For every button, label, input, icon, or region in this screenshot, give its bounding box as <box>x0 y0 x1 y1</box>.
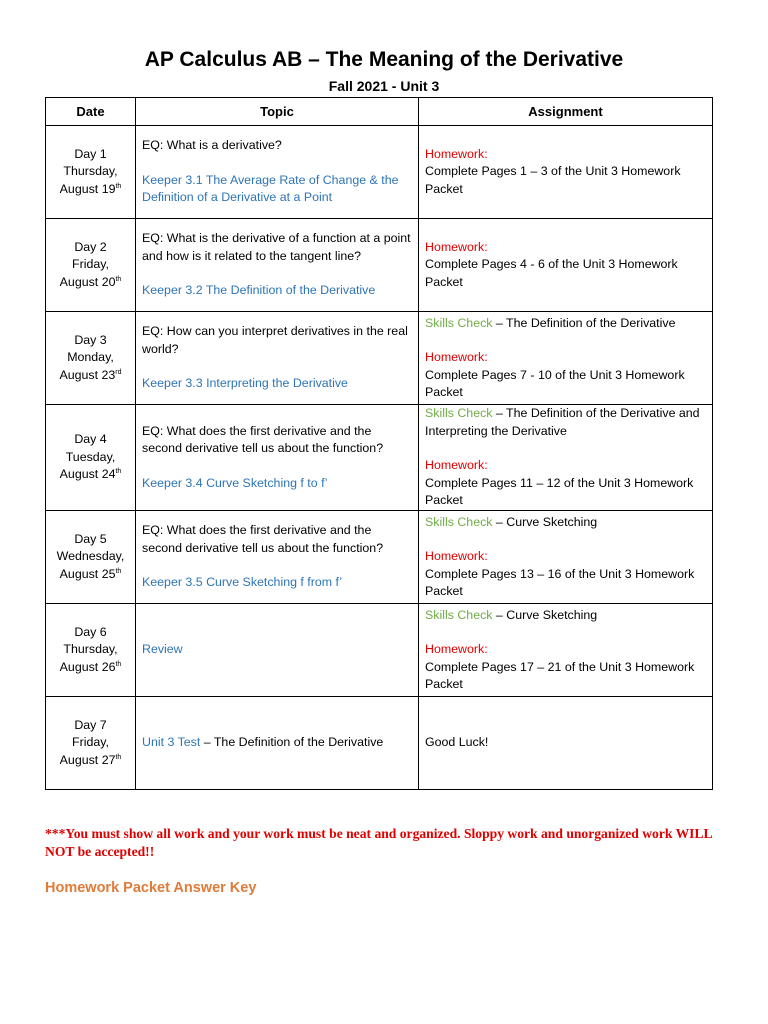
date-label: August 23 <box>59 367 116 382</box>
date-suffix: rd <box>115 368 122 376</box>
assignment-cell <box>419 312 713 405</box>
assignment-cell <box>419 697 713 790</box>
keeper-title: Keeper 3.2 The Definition of the Derivative <box>142 283 376 298</box>
date-label: August 27 <box>59 752 116 767</box>
day-label: Day 2 <box>74 239 107 254</box>
date-cell <box>46 219 136 312</box>
date-cell <box>46 511 136 604</box>
date-suffix: th <box>115 182 122 190</box>
weekday-label: Wednesday, <box>56 549 125 564</box>
table-row <box>46 511 713 604</box>
weekday-label: Friday, <box>72 257 109 272</box>
page-subtitle: Fall 2021 - Unit 3 <box>328 78 440 94</box>
assignment-cell <box>419 405 713 511</box>
date-label: August 19 <box>59 181 116 196</box>
topic-cell <box>136 697 419 790</box>
topic-cell <box>136 126 419 219</box>
day-label: Day 3 <box>74 332 107 347</box>
unit-test-text: – The Definition of the Derivative <box>200 735 384 750</box>
homework-label: Homework: <box>425 146 488 161</box>
essential-question: EQ: How can you interpret derivatives in the real world? <box>142 324 408 356</box>
date-label: August 26 <box>59 659 116 674</box>
assignment-cell <box>419 126 713 219</box>
essential-question: EQ: What does the first derivative and the second derivative tell us about the function? <box>142 423 384 456</box>
assignment-cell <box>419 511 713 604</box>
date-suffix: th <box>115 660 122 668</box>
table-row <box>46 604 713 697</box>
unit-test-label: Unit 3 Test <box>142 735 201 750</box>
answer-key-link[interactable]: Homework Packet Answer Key <box>45 880 257 896</box>
homework-label: Homework: <box>425 458 488 473</box>
header-assignment: Assignment <box>419 98 713 126</box>
topic-cell <box>136 219 419 312</box>
skills-check-text: – Curve Sketching <box>492 514 598 529</box>
day-label: Day 4 <box>74 432 107 447</box>
assignment-cell <box>419 604 713 697</box>
date-label: August 24 <box>59 467 116 482</box>
skills-check-label: Skills Check <box>425 406 493 421</box>
homework-text: Complete Pages 7 - 10 of the Unit 3 Homework Packet <box>425 367 685 399</box>
homework-text: Complete Pages 11 – 12 of the Unit 3 Homework Packet <box>425 475 694 508</box>
date-suffix: th <box>115 567 122 575</box>
weekday-label: Friday, <box>72 735 109 750</box>
topic-cell <box>136 511 419 604</box>
date-suffix: th <box>115 468 122 476</box>
work-notice: ***You must show all work and your work must be neat and organized. Sloppy work and unorganized work WILL NOT be accepted!! <box>45 826 712 859</box>
topic-cell <box>136 604 419 697</box>
table-row <box>46 219 713 312</box>
keeper-title: Keeper 3.4 Curve Sketching f to f’ <box>142 475 328 490</box>
date-suffix: th <box>115 753 122 761</box>
date-cell <box>46 697 136 790</box>
keeper-title: Keeper 3.5 Curve Sketching f from f’ <box>142 575 342 590</box>
header-topic: Topic <box>136 98 419 126</box>
homework-text: Complete Pages 1 – 3 of the Unit 3 Homework Packet <box>425 164 681 196</box>
date-cell <box>46 312 136 405</box>
homework-label: Homework: <box>425 549 488 563</box>
essential-question: EQ: What does the first derivative and the second derivative tell us about the function? <box>142 523 384 555</box>
table-row <box>46 126 713 219</box>
weekday-label: Thursday, <box>63 164 118 179</box>
keeper-title: Keeper 3.3 Interpreting the Derivative <box>142 376 348 391</box>
review-label: Review <box>142 642 183 657</box>
date-cell <box>46 126 136 219</box>
skills-check-text: – The Definition of the Derivative <box>492 315 676 330</box>
skills-check-text: – Curve Sketching <box>492 607 598 622</box>
table-row <box>46 697 713 790</box>
skills-check-label: Skills Check <box>425 315 493 330</box>
page-title: AP Calculus AB – The Meaning of the Derivative <box>144 48 624 71</box>
topic-cell <box>136 405 419 511</box>
date-cell <box>46 405 136 511</box>
homework-text: Complete Pages 17 – 21 of the Unit 3 Homework Packet <box>425 659 695 691</box>
day-label: Day 1 <box>74 146 107 161</box>
weekday-label: Tuesday, <box>65 449 116 464</box>
essential-question: EQ: What is a derivative? <box>142 138 282 153</box>
day-label: Day 7 <box>74 717 107 732</box>
weekday-label: Monday, <box>67 350 114 365</box>
table-header-row <box>46 98 713 126</box>
good-luck-text: Good Luck! <box>425 735 489 750</box>
schedule-table <box>45 97 713 790</box>
date-suffix: th <box>115 275 122 283</box>
skills-check-label: Skills Check <box>425 607 493 622</box>
skills-check-text: – The Definition of the Derivative and Interpreting the Derivative <box>425 406 700 438</box>
homework-label: Homework: <box>425 350 488 364</box>
weekday-label: Thursday, <box>63 642 118 657</box>
day-label: Day 6 <box>74 624 107 639</box>
date-label: August 25 <box>59 566 116 581</box>
homework-text: Complete Pages 13 – 16 of the Unit 3 Homework Packet <box>425 566 695 598</box>
essential-question: EQ: What is the derivative of a function at a point and how is it related to the tangent line? <box>142 231 411 263</box>
date-cell <box>46 604 136 697</box>
date-label: August 20 <box>59 274 116 289</box>
assignment-cell <box>419 219 713 312</box>
table-row <box>46 405 713 511</box>
header-date: Date <box>46 98 136 126</box>
homework-text: Complete Pages 4 - 6 of the Unit 3 Homework Packet <box>425 257 678 289</box>
skills-check-label: Skills Check <box>425 514 493 529</box>
keeper-title: Keeper 3.1 The Average Rate of Change & the Definition of a Derivative at a Point <box>142 172 399 205</box>
table-row <box>46 312 713 405</box>
day-label: Day 5 <box>74 531 107 546</box>
topic-cell <box>136 312 419 405</box>
homework-label: Homework: <box>425 239 488 254</box>
homework-label: Homework: <box>425 642 488 656</box>
